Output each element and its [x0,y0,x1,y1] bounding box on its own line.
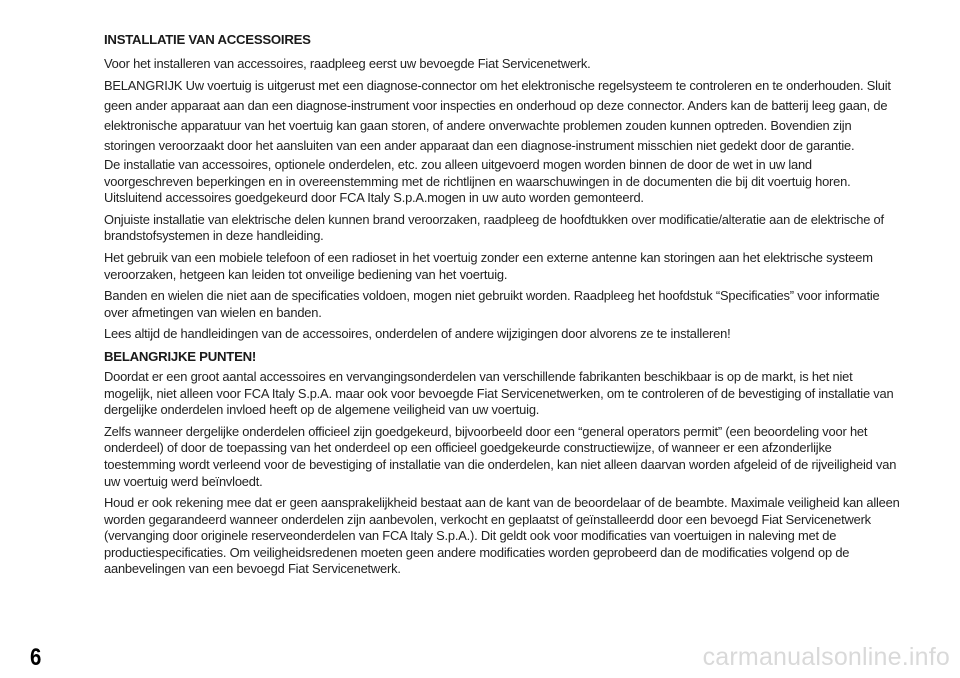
section-heading: INSTALLATIE VAN ACCESSOIRES [104,32,311,47]
paragraph-mobiele-telefoon: Het gebruik van een mobiele telefoon of een radioset in het voertuig zonder een externe antenne kan storingen aan het elektrische systeem veroorzaken, hetgeen kan leiden tot onveilige bediening van het voertuig. [104,249,873,282]
paragraph-accessoires-markt: Doordat er een groot aantal accessoires en vervangingsonderdelen van verschillende fabrikanten beschikbaar is op de markt, is het niet mogelijk, niet alleen voor FCA Italy S.p.A. maar ook voor bevoegde Fiat Servicenetwerken, om te controleren of de bevestiging of installatie van dergelijke onderdelen invloed heeft op de algemene veiligheid van uw voertuig. [104,368,894,418]
paragraph-aansprakelijkheid: Houd er ook rekening mee dat er geen aansprakelijkheid bestaat aan de kant van de beoordelaar of de beambte. Maximale veiligheid kan alleen worden gegarandeerd wanneer onderdelen zijn aanbevolen, verkocht en geplaatst of geïnstalleerdd door een bevoegd Fiat Servicenetwerk (vervanging door originele reserveonderdelen van FCA Italy S.p.A.). Dit geldt ook voor modificaties van voertuigen in naleving met de productiespecificaties. Om veiligheidsredenen moeten geen andere modificaties worden geprobeerd dan de modificaties volgend op de aanbevelingen van een bevoegd Fiat Servicenetwerk. [104,495,900,577]
paragraph-installatie: De installatie van accessoires, optionele onderdelen, etc. zou alleen uitgevoerd mogen worden binnen de door de wet in uw land voorgeschreven beperkingen en in overeenstemming met de richtlijnen en waarschuwingen in de documenten die bij dit voertuig horen. Uitsluitend accessoires goedgekeurd door FCA Italy S.p.A.mogen in uw auto worden gemonteerd. [104,157,851,206]
paragraph-intro: Voor het installeren van accessoires, raadpleeg eerst uw bevoegde Fiat Servicenetwerk. [104,56,591,71]
paragraph-belangrijk: BELANGRIJK Uw voertuig is uitgerust met een diagnose-connector om het elektronische regelsysteem te controleren en te onderhouden. Sluit geen ander apparaat aan dan een diagnose-instrument voor inspecties en onderhoud op deze connector. Anders kan de batterij leeg gaan, de elektronische apparatuur van het voertuig kan gaan storen, of andere onverwachte problemen zouden kunnen optreden. Bovendien zijn storingen veroorzaakt door het aansluiten van een ander apparaat dan een diagnose-instrument misschien niet gedekt door de garantie. [104,78,891,153]
page-number: 6 [30,644,42,671]
paragraph-elektrische-delen: Onjuiste installatie van elektrische delen kunnen brand veroorzaken, raadpleeg de hoofdtukken over modificatie/alteratie aan de elektrische of brandstofsystemen in deze handleiding. [104,211,884,244]
paragraph-handleidingen: Lees altijd de handleidingen van de accessoires, onderdelen of andere wijzigingen door alvorens ze te installeren! [104,326,731,342]
subheading-belangrijke-punten: BELANGRIJKE PUNTEN! [104,348,257,364]
document-body [104,31,904,583]
watermark-text: carmanualsonline.info [702,643,950,671]
paragraph-banden-wielen: Banden en wielen die niet aan de specificaties voldoen, mogen niet gebruikt worden. Raadpleeg het hoofdstuk “Specificaties” voor informatie over afmetingen van wielen en banden. [104,288,880,320]
paragraph-goedgekeurd: Zelfs wanneer dergelijke onderdelen officieel zijn goedgekeurd, bijvoorbeeld door een “general operators permit” (een beoordeling voor het onderdeel) of door de toepassing van het onderdeel op een officieel goedgekeurde constructiewijze, of wanneer er een afzonderlijke toestemming wordt verleend voor de bevestiging of installatie van die onderdelen, kan niet alleen daarvan worden afgeleid of de rijveiligheid van uw voertuig werd beïnvloedt. [104,423,897,489]
